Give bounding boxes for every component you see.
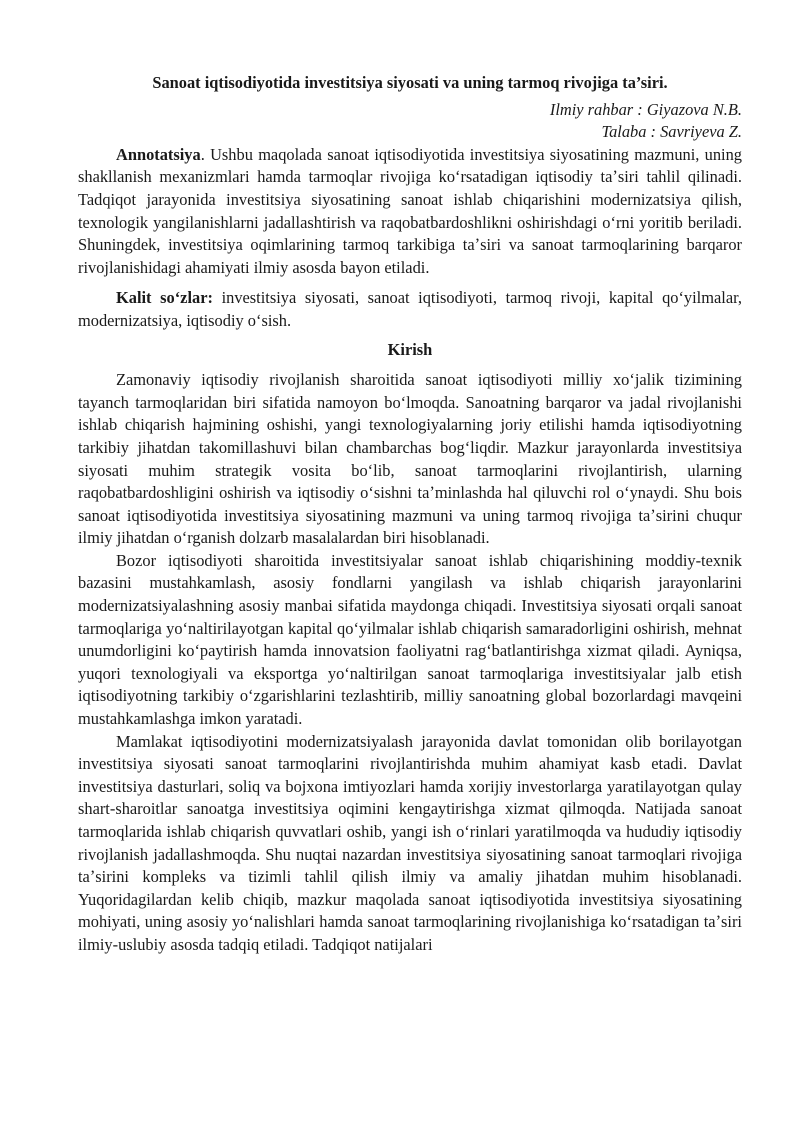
body-paragraph-1: Zamonaviy iqtisodiy rivojlanish sharoitida sanoat iqtisodiyoti milliy xoʻjalik tizimining tayanch tarmoqlaridan biri sifatida namoyon boʻlmoqda. Sanoatning barqaror va jadal rivojlanishi ishlab chiqarish hajmining oshishi, yangi texnologiyalarning joriy etilishi hamda iqtisodiyotning tarkibiy jihatdan takomillashuvi bilan chambarchas bogʻliqdir. Mazkur jarayonlarda investitsiya siyosati muhim strategik vosita boʻlib, sanoat tarmoqlarini rivojlantirish, ularning raqobatbardoshligini oshirish va iqtisodiy oʻsishni taʼminlashda hal qiluvchi rol oʻynaydi. Shu bois sanoat iqtisodiyotida investitsiya siyosatining mazmuni va uning tarmoq rivojiga taʼsirini chuqur ilmiy jihatdan oʻrganish dolzarb masalalardan biri hisoblanadi. xyxy=(78,370,742,548)
keywords-label: Kalit soʻzlar: xyxy=(116,288,213,308)
keywords-paragraph xyxy=(78,287,742,332)
keywords-text: investitsiya siyosati, sanoat iqtisodiyoti, tarmoq rivoji, kapital qoʻyilmalar, modernizatsiya, iqtisodiy oʻsish. xyxy=(78,288,742,330)
paper-title: Sanoat iqtisodiyotida investitsiya siyosati va uning tarmoq rivojiga ta’siri. xyxy=(152,73,668,92)
abstract-paragraph xyxy=(78,144,742,280)
abstract-text: . Ushbu maqolada sanoat iqtisodiyotida investitsiya siyosatining mazmuni, uning shakllanish mexanizmlari hamda tarmoqlar rivojiga koʻrsatadigan iqtisodiy taʼsiri tahlil qilinadi. Tadqiqot jarayonida investitsiya siyosatining sanoat ishlab chiqarishini modernizatsiya qilish, texnologik yangilanishlarni jadallashtirish va raqobatbardoshlikni oshirishdagi oʻrni yoritib beriladi. Shuningdek, investitsiya oqimlarining tarmoq tarkibiga taʼsiri va sanoat tarmoqlarining barqaror rivojlanishidagi ahamiyati ilmiy asosda bayon etiladi. xyxy=(78,144,742,277)
student-line: Talaba : Savriyeva Z. xyxy=(601,122,742,142)
body-paragraph-2: Bozor iqtisodiyoti sharoitida investitsiyalar sanoat ishlab chiqarishining moddiy-texnik bazasini mustahkamlash, asosiy fondlarni yangilash va ishlab chiqarish jarayonlarini modernizatsiyalashning asosiy manbai sifatida maydonga chiqadi. Investitsiya siyosati orqali sanoat tarmoqlariga yoʻnaltirilayotgan kapital qoʻyilmalar ishlab chiqarish samaradorligini oshirish, mehnat unumdorligini koʻpaytirish hamda innovatsion faoliyatni ragʻbatlantirishga xizmat qiladi. Ayniqsa, yuqori texnologiyali va eksportga yoʻnaltirilgan sanoat tarmoqlariga investitsiyalar jalb etish iqtisodiyotning tarkibiy oʻzgarishlarini tezlashtirib, milliy sanoatning global bozorlardagi mavqeini mustahkamlashga imkon yaratadi. xyxy=(78,550,742,729)
body-paragraph-3: Mamlakat iqtisodiyotini modernizatsiyalash jarayonida davlat tomonidan olib borilayotgan investitsiya siyosati sanoat tarmoqlarini rivojlantirishda muhim ahamiyat kasb etadi. Davlat investitsiya dasturlari, soliq va bojxona imtiyozlari hamda xorijiy investorlarga yaratilayotgan qulay shart-sharoitlar sanoatga investitsiya oqimini kengaytirishga xizmat qilmoqda. Natijada sanoat tarmoqlarida ishlab chiqarish quvvatlari oshib, yangi ish oʻrinlari yaratilmoqda va hududiy iqtisodiy rivojlanish jadallashmoqda. Shu nuqtai nazardan investitsiya siyosatining sanoat tarmoqlari rivojiga taʼsirini kompleks va tizimli tahlil qilish ilmiy va amaliy jihatdan muhim hisoblanadi. Yuqoridagilardan kelib chiqib, mazkur maqolada sanoat iqtisodiyotida investitsiya siyosatining mohiyati, uning asosiy yoʻnalishlari hamda sanoat tarmoqlarining rivojlanishiga koʻrsatadigan taʼsiri ilmiy-uslubiy asosda tadqiq etiladi. Tadqiqot natijalari xyxy=(78,731,742,954)
abstract-label: Annotatsiya xyxy=(116,144,201,164)
section-heading: Kirish xyxy=(387,339,433,359)
author-block xyxy=(78,99,742,144)
advisor-line: Ilmiy rahbar : Giyazova N.B. xyxy=(549,99,742,119)
